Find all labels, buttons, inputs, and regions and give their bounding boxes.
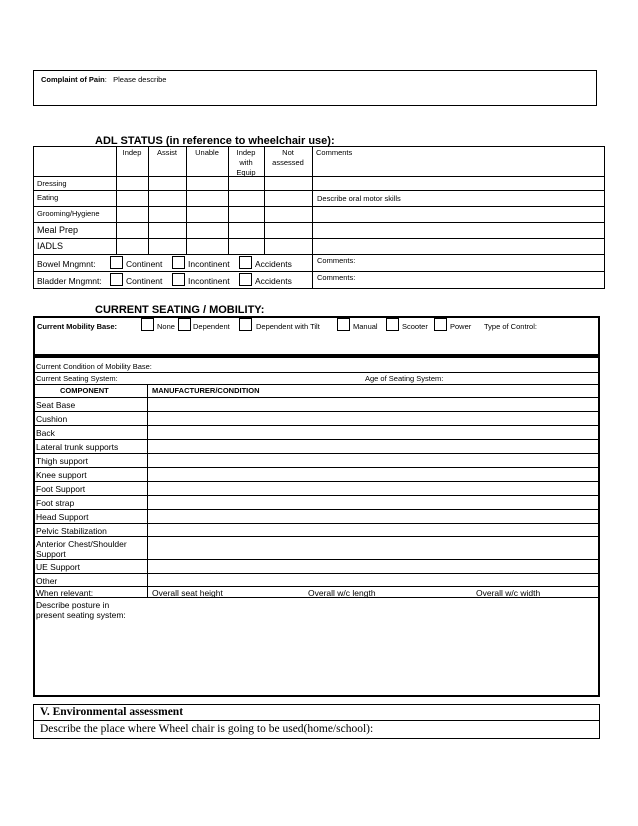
environment-title: V. Environmental assessment [40,706,184,718]
adl-mgmt-label: Bowel Mngmnt: [37,259,96,269]
checkbox [386,318,399,331]
seating-system-label [36,374,118,383]
adl-row-label: Eating [37,193,59,202]
row-line [33,509,600,510]
col-manufacturer: MANUFACTURER/CONDITION [152,386,260,395]
row-line [33,411,600,412]
adl-row-line [33,238,605,239]
component-row-label: Pelvic Stabilization [36,526,107,536]
component-row-label: Seat Base [36,400,76,410]
adl-option: Accidents [255,276,292,286]
checkbox [172,256,185,269]
component-row-label: Foot strap [36,498,75,508]
checkbox [434,318,447,331]
wc-length: Overall w/c length [308,588,376,598]
adl-row-line [33,254,605,255]
checkbox [239,273,252,286]
adl-option: Incontinent [188,259,230,269]
row-line [33,586,600,587]
row-line [33,573,600,574]
checkbox [110,256,123,269]
adl-comments-label: Comments: [317,273,356,282]
row-line [33,425,600,426]
component-row-label: Foot Support [36,484,86,494]
age-text: Age of Seating System [365,374,442,383]
posture-label: Describe posture in present seating system: [36,600,126,620]
adl-comments-label: Comments: [317,256,356,265]
component-row-label: Anterior Chest/Shoulder Support [36,539,127,559]
row-line [33,536,600,537]
mobility-option: None [157,322,175,331]
component-row-label: Cushion [36,414,68,424]
colon: : [441,374,444,383]
adl-option: Continent [126,276,163,286]
component-row-label: Back [36,428,55,438]
adl-row-label: Meal Prep [37,225,79,235]
checkbox [239,318,252,331]
adl-row-line [33,222,605,223]
adl-col-line [312,146,313,254]
pain-label: Complaint of Pain [41,75,105,84]
adl-option: Incontinent [188,276,230,286]
adl-title: ADL STATUS (in reference to wheelchair use): [95,135,335,147]
type-of-control: Type of Control: [484,322,537,331]
adl-eating-comment: Describe oral motor skills [317,194,401,203]
row-line [33,384,600,385]
component-row-label: Thigh support [36,456,88,466]
row-line [33,597,600,598]
mobility-option: Manual [353,322,378,331]
checkbox [141,318,154,331]
adl-row-line [33,176,605,177]
component-row-label: Head Support [36,512,89,522]
row-line [33,372,600,373]
adl-header: Not assessed [272,148,304,167]
environment-prompt: Describe the place where Wheel chair is going to be used(home/school): [40,723,374,735]
seating-grid-border [33,356,600,697]
adl-row-line [33,206,605,207]
adl-option: Continent [126,259,163,269]
col-line [147,384,148,597]
age-label [365,374,443,383]
row-line [33,481,600,482]
adl-row-line [33,190,605,191]
row-line [33,559,600,560]
mobility-option: Dependent [193,322,230,331]
component-row-label: Other [36,576,58,586]
row-line [33,453,600,454]
checkbox [337,318,350,331]
row-line [33,397,600,398]
checkbox [178,318,191,331]
row-line [33,439,600,440]
adl-col-line [148,146,149,254]
adl-mgmt-label: Bladder Mngmnt: [37,276,102,286]
row-line [33,523,600,524]
adl-option: Accidents [255,259,292,269]
checkbox [172,273,185,286]
pain-prompt: Please describe [113,75,167,84]
seating-system-text: Current Seating System [36,374,116,383]
component-row-label: UE Support [36,562,80,572]
adl-row-label: IADLS [37,241,64,251]
pain-label-line: Complaint of Pain: Please describe [41,75,167,84]
mobility-option: Dependent with Tilt [256,322,320,331]
mobility-base-label: Current Mobility Base: [37,322,118,331]
adl-row-line [33,271,605,272]
when-relevant: When relevant: [36,588,94,598]
adl-header: Unable [195,148,219,157]
component-row-label: Knee support [36,470,87,480]
condition-label: Current Condition of Mobility Base: [36,362,152,371]
checkbox [239,256,252,269]
mobility-option: Scooter [402,322,428,331]
seating-title: CURRENT SEATING / MOBILITY: [95,304,265,316]
col-component: COMPONENT [60,386,109,395]
adl-header: Indep with Equip [236,148,256,177]
row-line [33,495,600,496]
component-row-label: Lateral trunk supports [36,442,119,452]
mobility-option: Power [450,322,472,331]
adl-row-label: Grooming/Hygiene [37,209,100,218]
seat-height: Overall seat height [152,588,223,598]
adl-header: Comments [316,148,353,157]
colon: : [115,374,118,383]
adl-header: Assist [156,148,177,157]
row-line [33,467,600,468]
adl-col-line [312,254,313,289]
adl-col-line [186,146,187,254]
adl-row-label: Dressing [37,179,67,188]
wc-width: Overall w/c width [476,588,541,598]
adl-col-line [116,146,117,254]
adl-header: Indep [122,148,142,157]
checkbox [110,273,123,286]
